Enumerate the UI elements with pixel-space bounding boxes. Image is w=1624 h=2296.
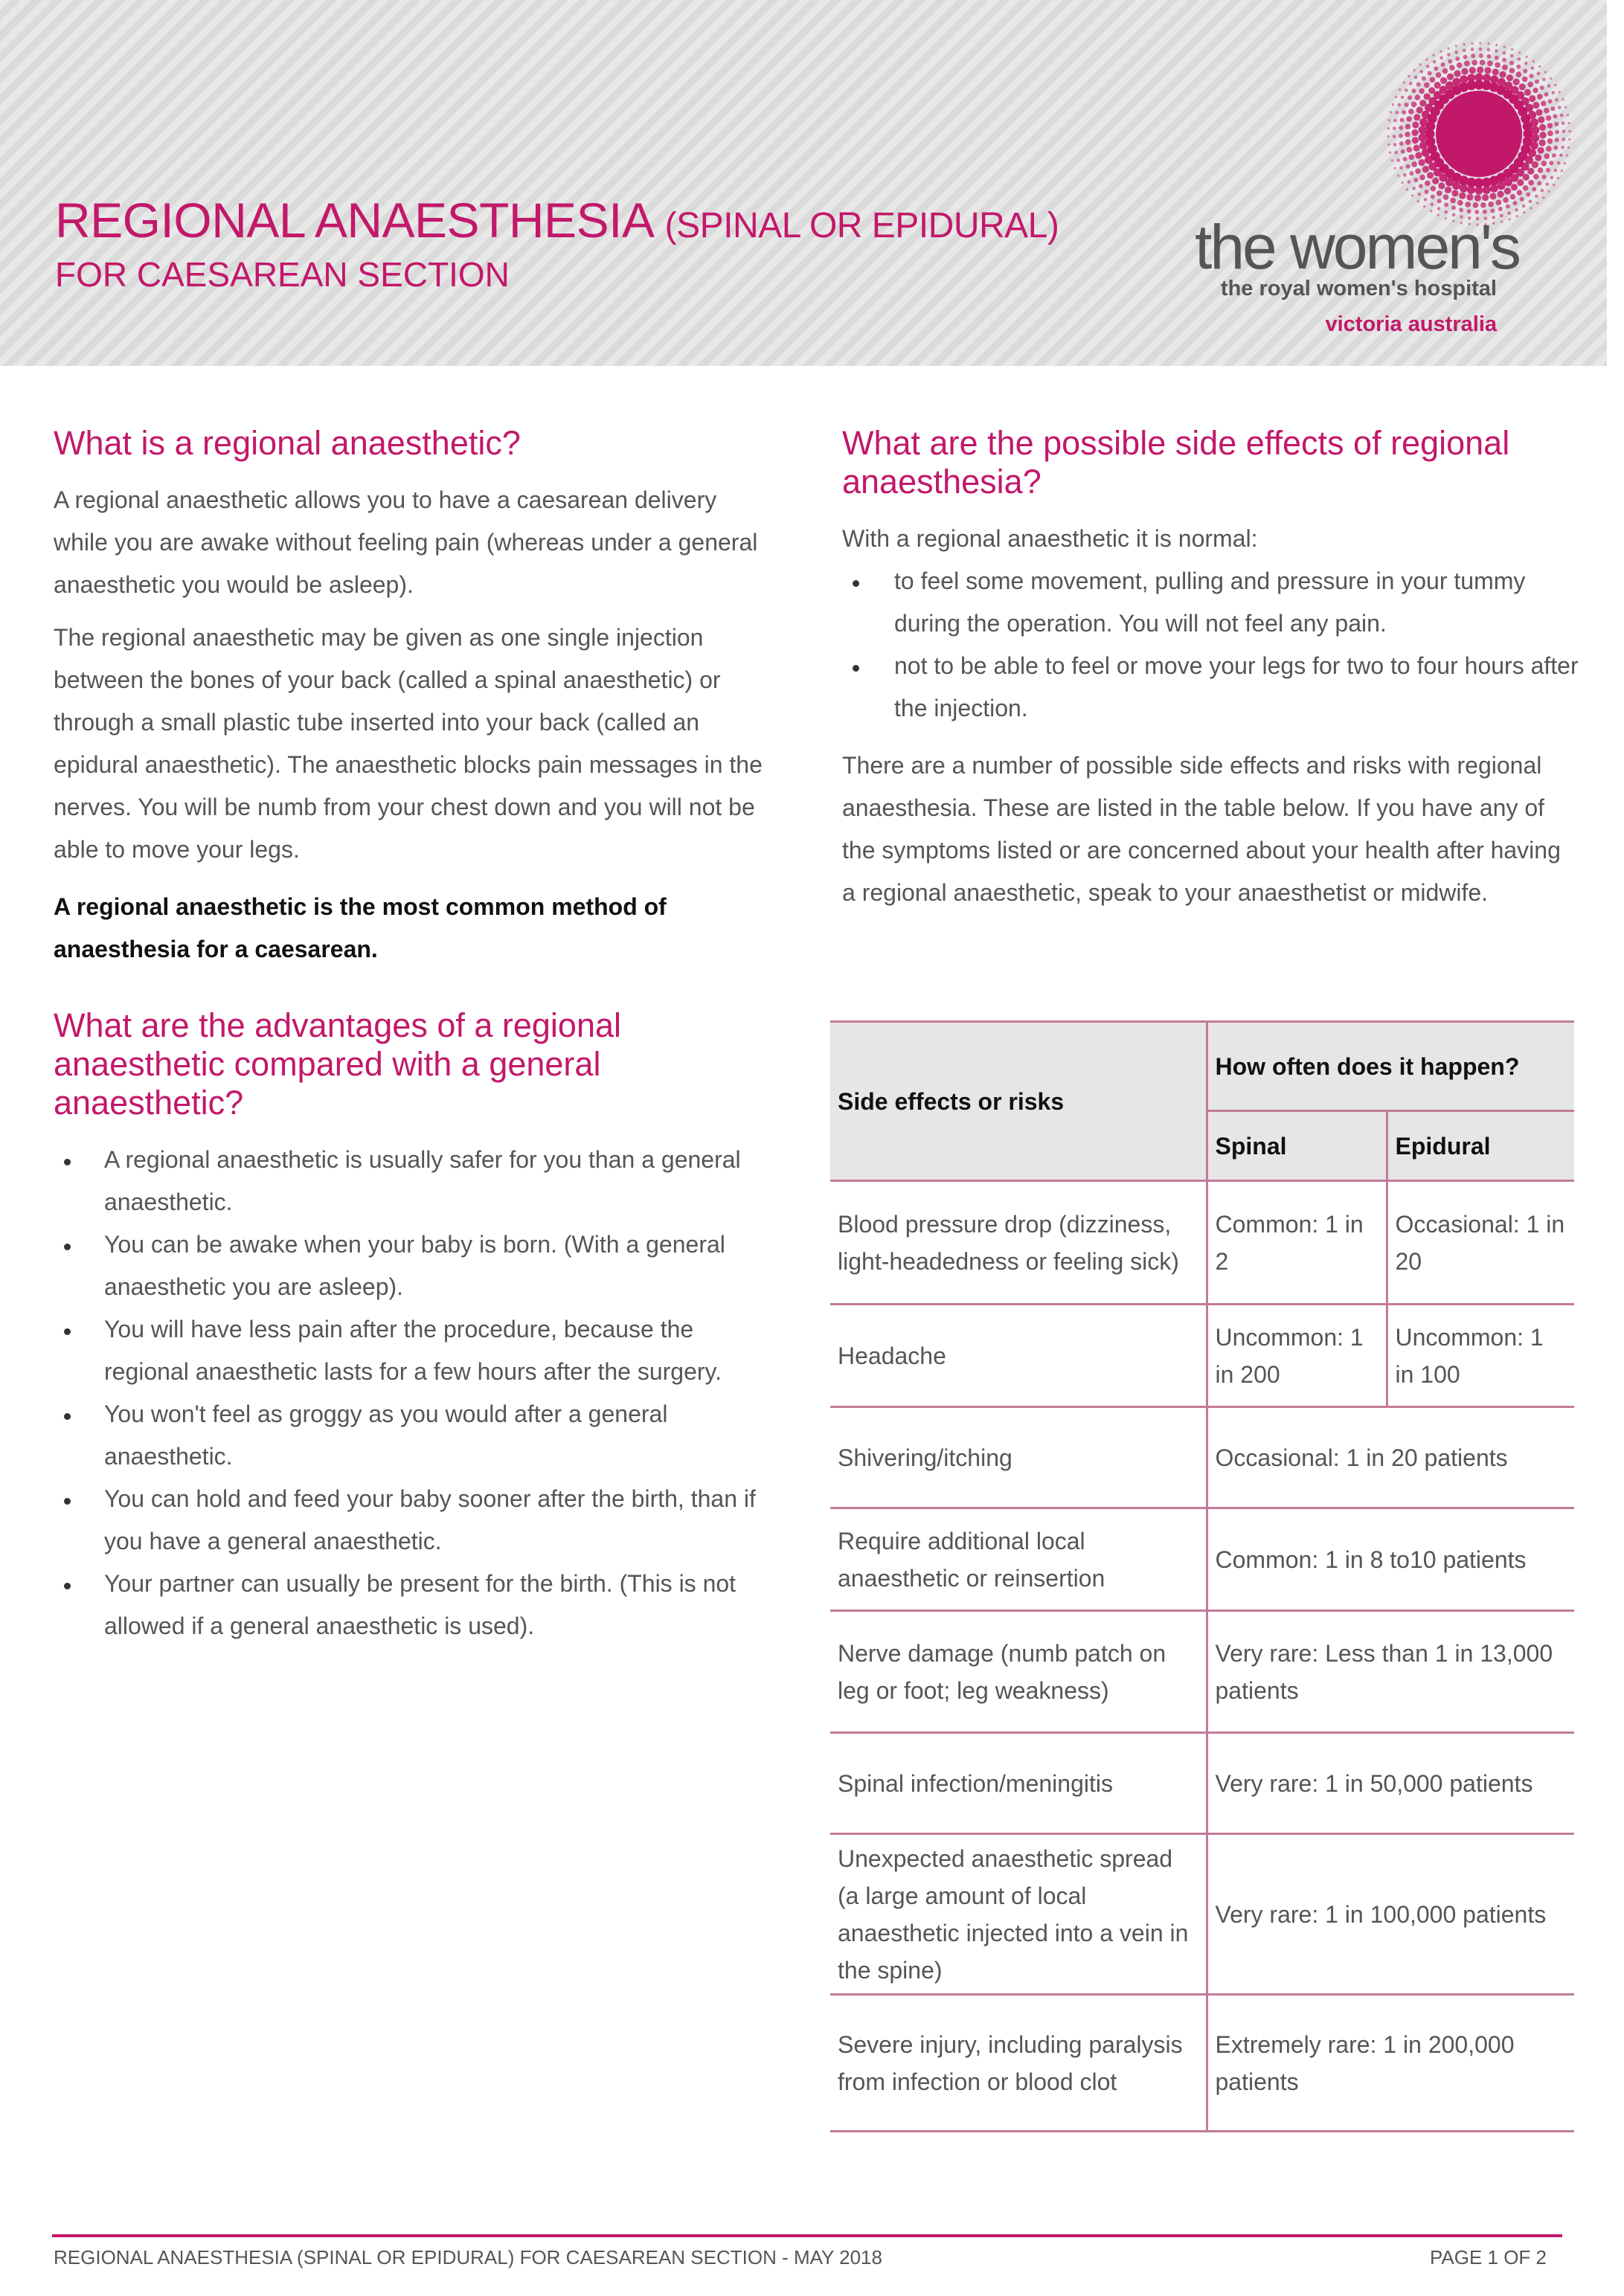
bold-note: A regional anaesthetic is the most common method of anaesthesia for a caesarean. bbox=[54, 893, 667, 962]
table-cell-effect: Require additional local anaesthetic or reinsertion bbox=[830, 1508, 1207, 1611]
table-header-how-often: How often does it happen? bbox=[1207, 1022, 1574, 1111]
list-item bbox=[54, 1393, 775, 1478]
list-item-text: A regional anaesthetic is usually safer for you than a general anaesthetic. bbox=[104, 1146, 741, 1215]
right-column bbox=[842, 424, 1579, 924]
paragraph: With a regional anaesthetic it is normal: bbox=[842, 525, 1258, 552]
table-header-side-effects: Side effects or risks bbox=[830, 1022, 1207, 1181]
table-cell-frequency: Extremely rare: 1 in 200,000 patients bbox=[1207, 1995, 1574, 2132]
bullet-icon bbox=[64, 1583, 71, 1589]
paragraph: The regional anaesthetic may be given as one single injection between the bones of your back (called a spinal anaesthetic) or through a small plastic tube inserted into your back (called an epidural anaesthetic). The anaesthetic blocks pain messages in the nerves. You will be numb from your chest down and you will not be able to move your legs. bbox=[54, 624, 763, 863]
table-cell-effect: Nerve damage (numb patch on leg or foot; leg weakness) bbox=[830, 1611, 1207, 1733]
bullet-icon bbox=[64, 1328, 71, 1335]
list-item-text: Your partner can usually be present for the birth. (This is not allowed if a general anaesthetic is used). bbox=[104, 1570, 736, 1639]
table-cell-effect: Unexpected anaesthetic spread (a large amount of local anaesthetic injected into a vein in the spine) bbox=[830, 1834, 1207, 1995]
section-heading-side-effects: What are the possible side effects of regional anaesthesia? bbox=[842, 424, 1510, 501]
bullet-icon bbox=[853, 665, 859, 672]
list-item-text: You can be awake when your baby is born. (With a general anaesthetic you are asleep). bbox=[104, 1231, 725, 1300]
bullet-icon bbox=[853, 580, 859, 587]
page-title bbox=[55, 192, 1059, 248]
bullet-icon bbox=[64, 1244, 71, 1250]
table-row bbox=[830, 1407, 1574, 1508]
bullet-icon bbox=[64, 1159, 71, 1165]
table-row bbox=[830, 1508, 1574, 1611]
table-cell-frequency: Common: 1 in 8 to10 patients bbox=[1207, 1508, 1574, 1611]
footer-divider bbox=[52, 2234, 1562, 2237]
logo-hospital-name: the royal women's hospital bbox=[1220, 277, 1497, 300]
page-subtitle: FOR CAESAREAN SECTION bbox=[55, 255, 510, 294]
list-item bbox=[54, 1139, 775, 1223]
table-cell-frequency: Very rare: 1 in 50,000 patients bbox=[1207, 1733, 1574, 1834]
list-item bbox=[842, 645, 1579, 730]
table-cell-frequency: Very rare: 1 in 100,000 patients bbox=[1207, 1834, 1574, 1995]
table-cell-effect: Spinal infection/meningitis bbox=[830, 1733, 1207, 1834]
table-cell-effect: Shivering/itching bbox=[830, 1407, 1207, 1508]
table-cell-epidural: Occasional: 1 in 20 bbox=[1387, 1181, 1574, 1305]
left-column bbox=[54, 424, 775, 1670]
table-cell-spinal: Uncommon: 1 in 200 bbox=[1207, 1305, 1387, 1407]
table-cell-effect: Severe injury, including paralysis from infection or blood clot bbox=[830, 1995, 1207, 2132]
list-item-text: You will have less pain after the procedure, because the regional anaesthetic lasts for a few hours after the surgery. bbox=[104, 1316, 722, 1385]
section-heading-advantages: What are the advantages of a regional anaesthetic compared with a general anaesthetic? bbox=[54, 1006, 622, 1122]
list-item bbox=[54, 1478, 775, 1563]
title-paren-text: (SPINAL OR EPIDURAL) bbox=[664, 206, 1059, 245]
table-cell-spinal: Common: 1 in 2 bbox=[1207, 1181, 1387, 1305]
paragraph: A regional anaesthetic allows you to have a caesarean delivery while you are awake without feeling pain (whereas under a general anaesthetic you would be asleep). bbox=[54, 486, 758, 598]
table-row bbox=[830, 1995, 1574, 2132]
page-number: PAGE 1 OF 2 bbox=[1429, 2246, 1547, 2268]
table-cell-effect: Headache bbox=[830, 1305, 1207, 1407]
section-heading-what-is: What is a regional anaesthetic? bbox=[54, 424, 521, 462]
title-main-text: REGIONAL ANAESTHESIA bbox=[55, 193, 652, 248]
list-item-text: to feel some movement, pulling and pressure in your tummy during the operation. You will not feel any pain. bbox=[894, 567, 1526, 637]
table-cell-effect: Blood pressure drop (dizziness, light-headedness or feeling sick) bbox=[830, 1181, 1207, 1305]
list-item bbox=[54, 1223, 775, 1308]
table-row bbox=[830, 1733, 1574, 1834]
normal-effects-list bbox=[842, 560, 1579, 730]
list-item-text: You can hold and feed your baby sooner after the birth, than if you have a general anaesthetic. bbox=[104, 1485, 756, 1554]
table-cell-frequency: Occasional: 1 in 20 patients bbox=[1207, 1407, 1574, 1508]
table-row bbox=[830, 1834, 1574, 1995]
table-cell-frequency: Very rare: Less than 1 in 13,000 patients bbox=[1207, 1611, 1574, 1733]
table-header-spinal: Spinal bbox=[1207, 1111, 1387, 1181]
logo-location: victoria australia bbox=[1325, 312, 1497, 336]
list-item-text: not to be able to feel or move your legs for two to four hours after the injection. bbox=[894, 652, 1579, 721]
header-banner bbox=[0, 0, 1607, 366]
side-effects-table bbox=[830, 1020, 1574, 2132]
table-header-epidural: Epidural bbox=[1387, 1111, 1574, 1181]
list-item bbox=[54, 1308, 775, 1393]
logo-name: the women's bbox=[1195, 212, 1519, 282]
table-cell-epidural: Uncommon: 1 in 100 bbox=[1387, 1305, 1574, 1407]
pink-burst-logo-icon bbox=[1382, 37, 1576, 231]
table-row bbox=[830, 1611, 1574, 1733]
table-row bbox=[830, 1181, 1574, 1305]
list-item bbox=[54, 1563, 775, 1647]
bullet-icon bbox=[64, 1413, 71, 1420]
bullet-icon bbox=[64, 1498, 71, 1505]
list-item bbox=[842, 560, 1579, 645]
footer-document-title: REGIONAL ANAESTHESIA (SPINAL OR EPIDURAL) FOR CAESAREAN SECTION - MAY 2018 bbox=[54, 2246, 882, 2268]
list-item-text: You won't feel as groggy as you would after a general anaesthetic. bbox=[104, 1401, 668, 1470]
advantages-list bbox=[54, 1139, 775, 1647]
paragraph: There are a number of possible side effects and risks with regional anaesthesia. These are listed in the table below. If you have any of the symptoms listed or are concerned about your health after having a regional anaesthetic, speak to your anaesthetist or midwife. bbox=[842, 752, 1561, 906]
table-row bbox=[830, 1305, 1574, 1407]
